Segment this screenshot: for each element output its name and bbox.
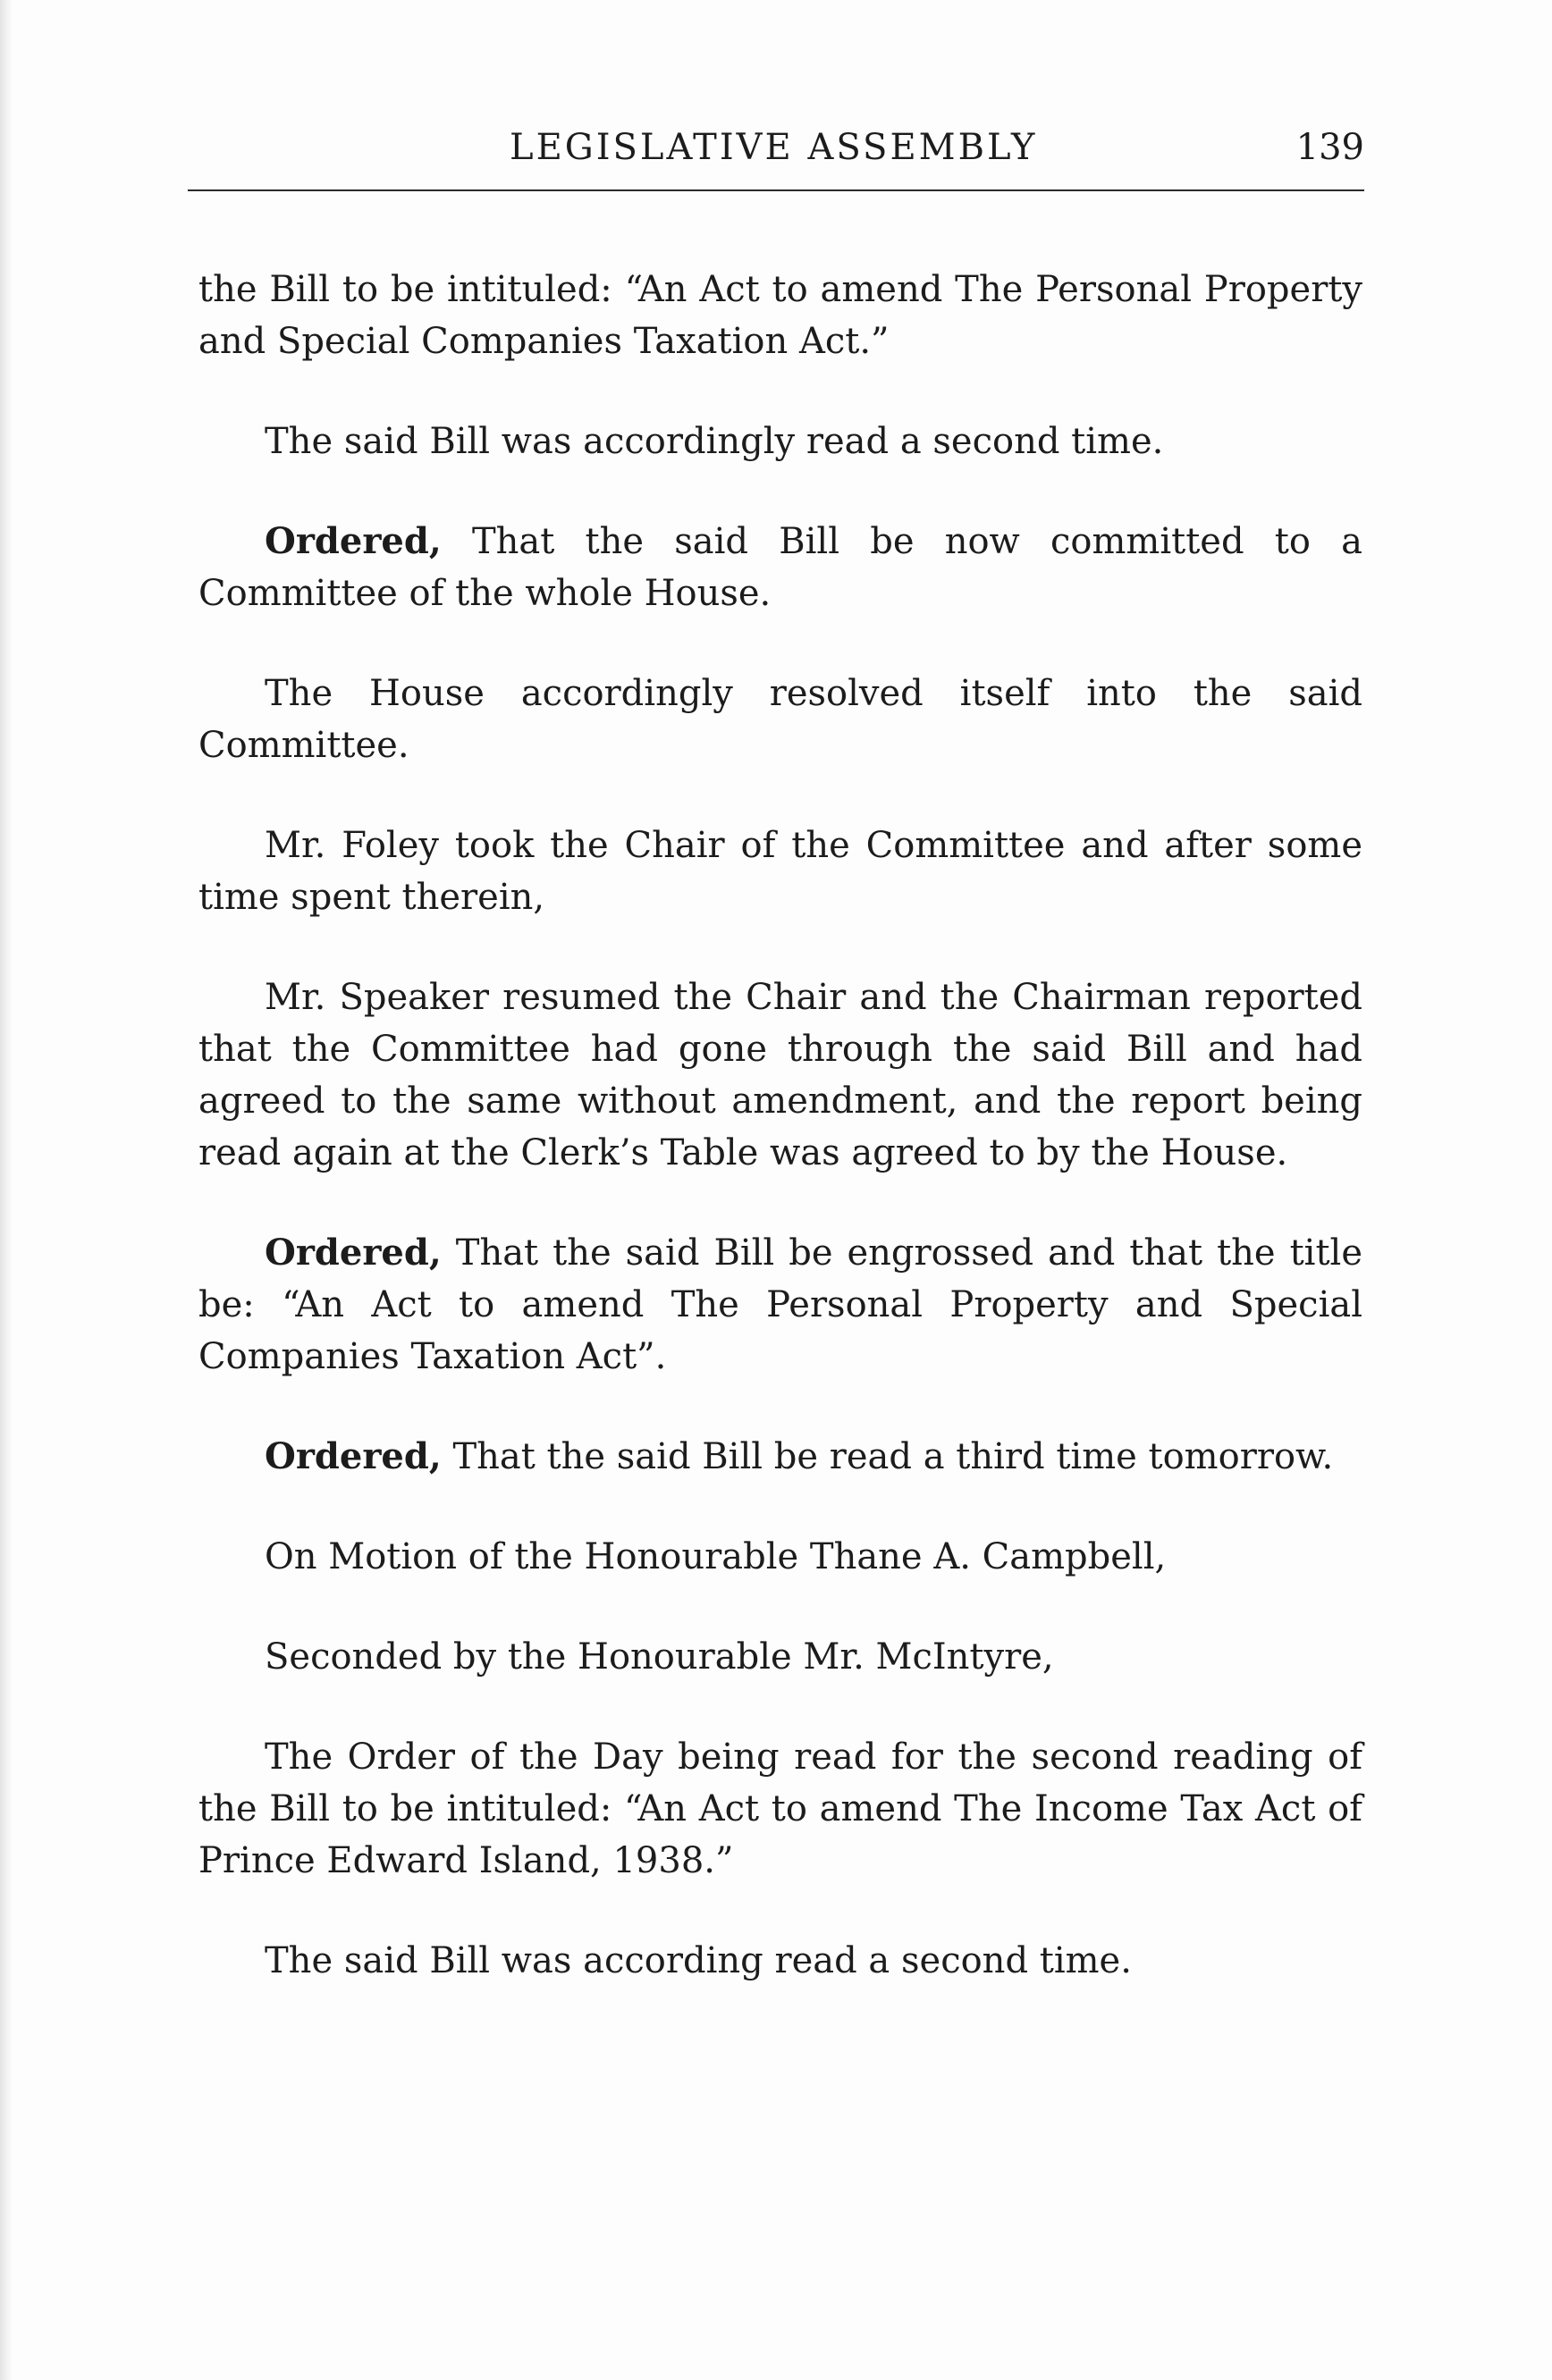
paragraph-bill-title-continued: [198, 264, 1362, 367]
paragraph-text: The said Bill was accordingly read a second time.: [265, 421, 1164, 462]
paragraph-second-reading: [198, 416, 1362, 467]
paragraph-text: the Bill to be intituled: “An Act to amend The Personal Property and Special Companies Taxation Act.”: [198, 269, 1362, 362]
paragraph-order-of-day: [198, 1731, 1362, 1887]
paragraph-text: The House accordingly resolved itself into the said Committee.: [198, 673, 1362, 766]
paragraph-text: The said Bill was according read a second time.: [265, 1940, 1132, 1981]
paragraph-ordered-committed: [198, 516, 1362, 619]
paragraph-text: On Motion of the Honourable Thane A. Campbell,: [265, 1536, 1167, 1577]
paragraph-text: That the said Bill be read a third time tomorrow.: [441, 1436, 1334, 1477]
paragraph-chair-taken: [198, 820, 1362, 923]
body-text: [198, 264, 1362, 1987]
ordered-keyword: Ordered,: [265, 1435, 442, 1477]
paragraph-text: That the said Bill be engrossed and that the title be: “An Act to amend The Personal Property and Special Companies Taxation Act”.: [198, 1232, 1362, 1377]
paragraph-seconded: [198, 1631, 1362, 1683]
running-title: LEGISLATIVE ASSEMBLY: [510, 127, 1038, 168]
paragraph-text: Seconded by the Honourable Mr. McIntyre,: [265, 1636, 1054, 1678]
paragraph-text: Mr. Speaker resumed the Chair and the Chairman reported that the Committee had gone through the said Bill and had agreed to the same without amendment, and the report being read again at the Clerk’s Table was agreed to by the House.: [198, 977, 1362, 1173]
paragraph-text: The Order of the Day being read for the second reading of the Bill to be intituled: “An Act to amend The Income Tax Act of Prince Edward Island, 1938.”: [198, 1737, 1362, 1881]
paragraph-speaker-resumed: [198, 971, 1362, 1179]
paragraph-motion: [198, 1531, 1362, 1583]
paragraph-ordered-engrossed: [198, 1227, 1362, 1383]
header-rule: [188, 189, 1364, 191]
ordered-keyword: Ordered,: [265, 1232, 442, 1274]
paragraph-house-resolved: [198, 668, 1362, 771]
paragraph-text: That the said Bill be now committed to a Committee of the whole House.: [198, 521, 1362, 614]
ordered-keyword: Ordered,: [265, 520, 442, 562]
page-binding-edge: [0, 0, 13, 2380]
page-number: 139: [1295, 127, 1364, 168]
paragraph-ordered-third-reading: [198, 1431, 1362, 1483]
running-header: [188, 127, 1364, 181]
paragraph-text: Mr. Foley took the Chair of the Committee and after some time spent therein,: [198, 825, 1362, 918]
paragraph-second-reading-final: [198, 1935, 1362, 1987]
